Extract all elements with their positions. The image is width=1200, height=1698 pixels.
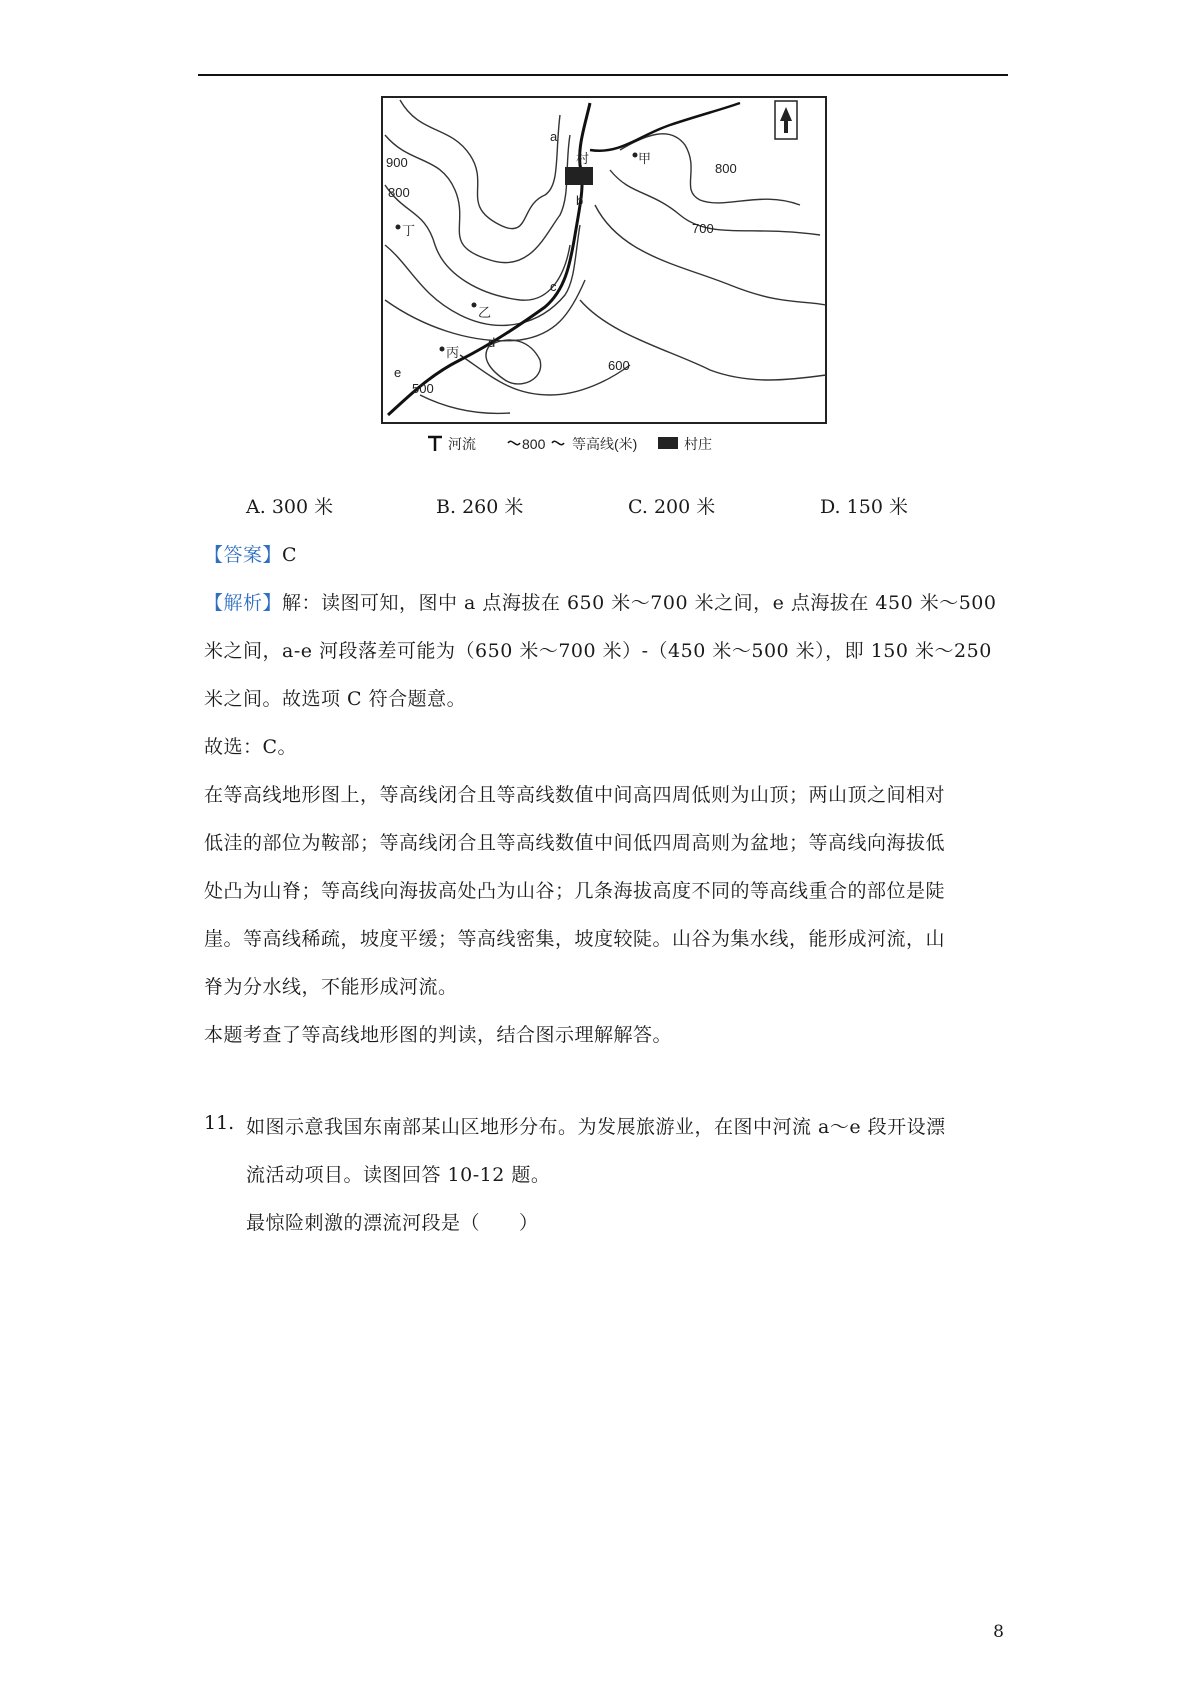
place-label-cun: 村 <box>576 151 590 166</box>
contour-label-800-west: 800 <box>388 185 410 200</box>
north-arrow <box>775 101 797 139</box>
explanation-line-6: 本题考查了等高线地形图的判读，结合图示理解解答。 <box>204 1024 673 1046</box>
analysis-line-4: 故选：C。 <box>204 736 298 758</box>
contour-map <box>380 95 828 470</box>
question-11-line-2: 流活动项目。读图回答 10-12 题。 <box>246 1164 551 1186</box>
question-11-number: 11. <box>204 1112 235 1134</box>
analysis-line-3: 米之间。故选项 C 符合题意。 <box>204 688 467 710</box>
contour-map-figure <box>380 95 828 470</box>
point-label-a: a <box>550 129 558 144</box>
explanation-line-4: 崖。等高线稀疏，坡度平缓；等高线密集，坡度较陡。山谷为集水线，能形成河流，山 <box>204 928 946 950</box>
option-a-text: 300 米 <box>271 496 334 518</box>
place-label-ding: 丁 <box>402 223 416 238</box>
header-rule <box>198 74 1008 76</box>
legend-contour-sample: 800 <box>522 436 546 452</box>
place-label-yi: 乙 <box>478 305 492 320</box>
contour-label-700: 700 <box>692 221 714 236</box>
explanation-line-5: 脊为分水线，不能形成河流。 <box>204 976 458 998</box>
contour-label-900: 900 <box>386 155 408 170</box>
point-label-b: b <box>576 193 584 208</box>
explanation-line-1: 在等高线地形图上，等高线闭合且等高线数值中间高四周低则为山顶；两山顶之间相对 <box>204 784 946 806</box>
option-b-text: 260 米 <box>462 496 524 518</box>
contour-label-800-east: 800 <box>715 161 737 176</box>
option-b-letter: B. <box>436 496 457 518</box>
question-11-line-3: 最惊险刺激的漂流河段是（ ） <box>246 1212 539 1234</box>
point-label-e: e <box>394 365 402 380</box>
map-legend <box>428 436 712 452</box>
option-d-letter: D. <box>820 496 841 518</box>
page-number: 8 <box>993 1622 1004 1642</box>
answer-line <box>204 540 297 567</box>
analysis-tag: 【解析】 <box>204 592 283 614</box>
place-label-bing: 丙 <box>446 345 460 360</box>
option-d <box>820 492 908 519</box>
analysis-line-2: 米之间，a-e 河段落差可能为（650 米～700 米）-（450 米～500 米），即 150 米～250 <box>204 640 992 662</box>
legend-river: 河流 <box>448 436 476 452</box>
option-a <box>246 492 333 519</box>
explanation-line-2: 低洼的部位为鞍部；等高线闭合且等高线数值中间低四周高则为盆地；等高线向海拔低 <box>204 832 946 854</box>
answer-tag: 【答案】 <box>204 544 283 566</box>
map-frame <box>382 97 826 423</box>
contour-label-600: 600 <box>608 358 630 373</box>
answer-options <box>246 492 1006 522</box>
option-c <box>628 492 715 519</box>
question-11-line-1: 如图示意我国东南部某山区地形分布。为发展旅游业，在图中河流 a～e 段开设漂 <box>246 1116 946 1138</box>
option-d-text: 150 米 <box>846 496 908 518</box>
analysis-text-1: 解：读图可知，图中 a 点海拔在 650 米～700 米之间，e 点海拔在 450 米～500 <box>282 592 997 614</box>
explanation-line-3: 处凸为山脊；等高线向海拔高处凸为山谷；几条海拔高度不同的等高线重合的部位是陡 <box>204 880 946 902</box>
point-label-c: c <box>550 279 557 294</box>
legend-contour: 等高线(米) <box>572 436 638 452</box>
option-c-letter: C. <box>628 496 648 518</box>
legend-village: 村庄 <box>684 436 712 452</box>
answer-value: C <box>282 544 298 566</box>
option-a-letter: A. <box>246 496 266 518</box>
village-block <box>565 167 593 185</box>
contour-label-500: 500 <box>412 381 434 396</box>
point-label-d: d <box>488 335 496 350</box>
option-c-text: 200 米 <box>653 496 716 518</box>
option-b <box>436 492 523 519</box>
analysis-line-1 <box>204 588 996 615</box>
place-label-jia: 甲 <box>638 151 652 166</box>
